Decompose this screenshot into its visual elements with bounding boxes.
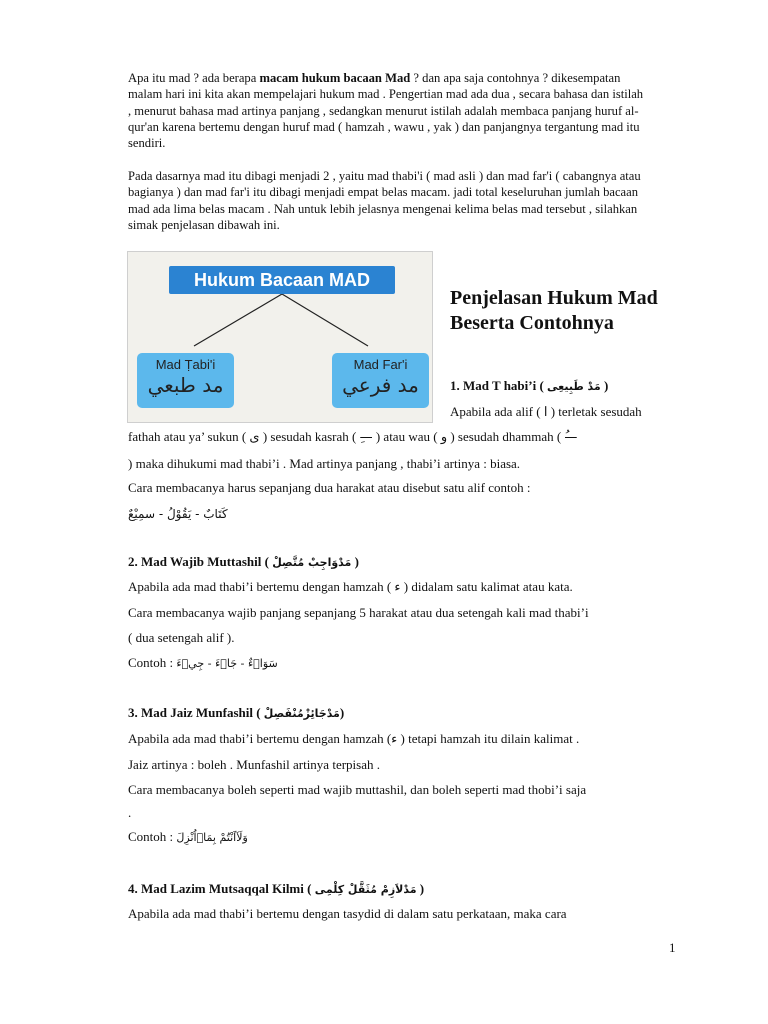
mad-tabii-latin: Mad Ṭabi'i (155, 357, 216, 372)
s3-line-2: Jaiz artinya : boleh . Munfashil artinya terpisah . (128, 757, 380, 772)
s1-line-2: fathah atau ya’ sukun ( ى ) sesudah kasrah ( —ِ ) atau wau ( و ) sesudah dhammah ( —ُ (128, 429, 578, 444)
s1-example-arabic: كَتَابٌ - يَقُوْلُ - سمِيْعٌ (128, 507, 228, 521)
mad-fari-box (332, 353, 429, 408)
s1-line-1: Apabila ada alif ( ا ) terletak sesudah (450, 404, 642, 419)
s3-title-text: 3. Mad Jaiz Munfashil ( (128, 705, 264, 720)
s4-title (128, 880, 424, 899)
mad-fari-latin: Mad Far'i (353, 357, 408, 372)
s2-title (128, 553, 359, 572)
s4-line-1: Apabila ada mad thabi’i bertemu dengan tasydid di dalam satu perkataan, maka cara (128, 906, 567, 921)
s3-example-label: Contoh : (128, 829, 177, 844)
mad-diagram-figure (127, 251, 433, 423)
s3-title (128, 704, 344, 723)
s2-line-2: Cara membacanya wajib panjang sepanjang 5 harakat atau dua setengah kali mad thabi’i (128, 605, 589, 620)
s2-title-arabic: مَدْوَاجِبْ مُتَّصِلْ (272, 556, 352, 569)
s2-title-close: ) (351, 554, 359, 569)
s2-title-text: 2. Mad Wajib Muttashil ( (128, 554, 273, 569)
mad-tabii-arabic: مد طبعي (147, 373, 224, 397)
mad-tabii-box (137, 353, 234, 408)
s1-title-text: 1. Mad T habi’i ( (450, 378, 548, 393)
s2-example-label: Contoh : (128, 655, 177, 670)
s3-title-arabic: مَدْجَائِزْمُنْفَصِلْ (263, 707, 340, 720)
connector-left (194, 294, 282, 346)
s4-title-arabic: مَدْلاَزِمْ مُثَقَّلْ كِلْمِى (314, 883, 417, 896)
s3-title-close: ) (339, 705, 345, 720)
s2-line-3: ( dua setengah alif ). (128, 630, 235, 645)
diagram-title: Hukum Bacaan MAD (169, 266, 395, 294)
section-heading: Penjelasan Hukum Mad Beserta Contohnya (450, 287, 658, 334)
s3-line-1: Apabila ada mad thabi’i bertemu dengan hamzah (ء ) tetapi hamzah itu dilain kalimat . (128, 731, 580, 746)
s3-example-arabic: وَلَآاَنْتُمْ بِمَاۤاُنْزِلَ (176, 831, 248, 844)
s1-title (450, 377, 608, 396)
page-number: 1 (669, 940, 676, 955)
intro-bold-term: macam hukum bacaan Mad (259, 71, 411, 85)
intro-text-1b: ? dan apa saja contohnya ? dikesempatan malam hari ini kita akan mempelajari hukum mad . Pengertian mad ada dua , secara bahasa dan istilah , menurut bahasa mad artinya panjang , sedangkan menurut istilah adalah membaca panjang huruf al-qur'an karena bertemu dengan huruf mad ( hamzah , wawu , yak ) dan panjangnya tergantung mad itu sendiri. (128, 71, 644, 151)
intro-paragraph-1 (128, 70, 648, 151)
s3-line-3: Cara membacanya boleh seperti mad wajib muttashil, dan boleh seperti mad thobi’i saja (128, 782, 587, 797)
s3-example (128, 828, 248, 847)
s4-title-close: ) (416, 881, 425, 896)
s2-example (128, 654, 278, 673)
s1-line-4: Cara membacanya harus sepanjang dua harakat atau disebut satu alif contoh : (128, 480, 531, 495)
s2-line-1: Apabila ada mad thabi’i bertemu dengan hamzah ( ء ) didalam satu kalimat atau kata. (128, 579, 573, 594)
s2-example-arabic: سَوَاۤءٌ - جَاۤءَ - جِيۤءَ (176, 657, 278, 670)
s1-title-arabic: مَدْ طَبِيعِى (547, 380, 601, 393)
intro-paragraph-2: Pada dasarnya mad itu dibagi menjadi 2 , yaitu mad thabi'i ( mad asli ) dan mad far'i ( cabangnya atau bagianya ) dan mad far'i itu dibagi menjadi empat belas macam. jadi total keseluruhan jumlah bacaan mad ada lima belas macam . Nah untuk lebih jelasnya mengenai kelima belas mad tersebut , silahkan simak penjelasan dibawah ini. (128, 169, 641, 232)
connector-right (282, 294, 368, 346)
intro-text-1a: Apa itu mad ? ada berapa (128, 71, 260, 85)
s1-title-close: ) (600, 378, 609, 393)
s4-title-text: 4. Mad Lazim Mutsaqqal Kilmi ( (128, 881, 315, 896)
s3-line-4: . (128, 805, 132, 820)
mad-fari-arabic: مد فرعي (342, 373, 419, 397)
s1-line-3: ) maka dihukumi mad thabi’i . Mad artinya panjang , thabi’i artinya : biasa. (128, 456, 521, 471)
